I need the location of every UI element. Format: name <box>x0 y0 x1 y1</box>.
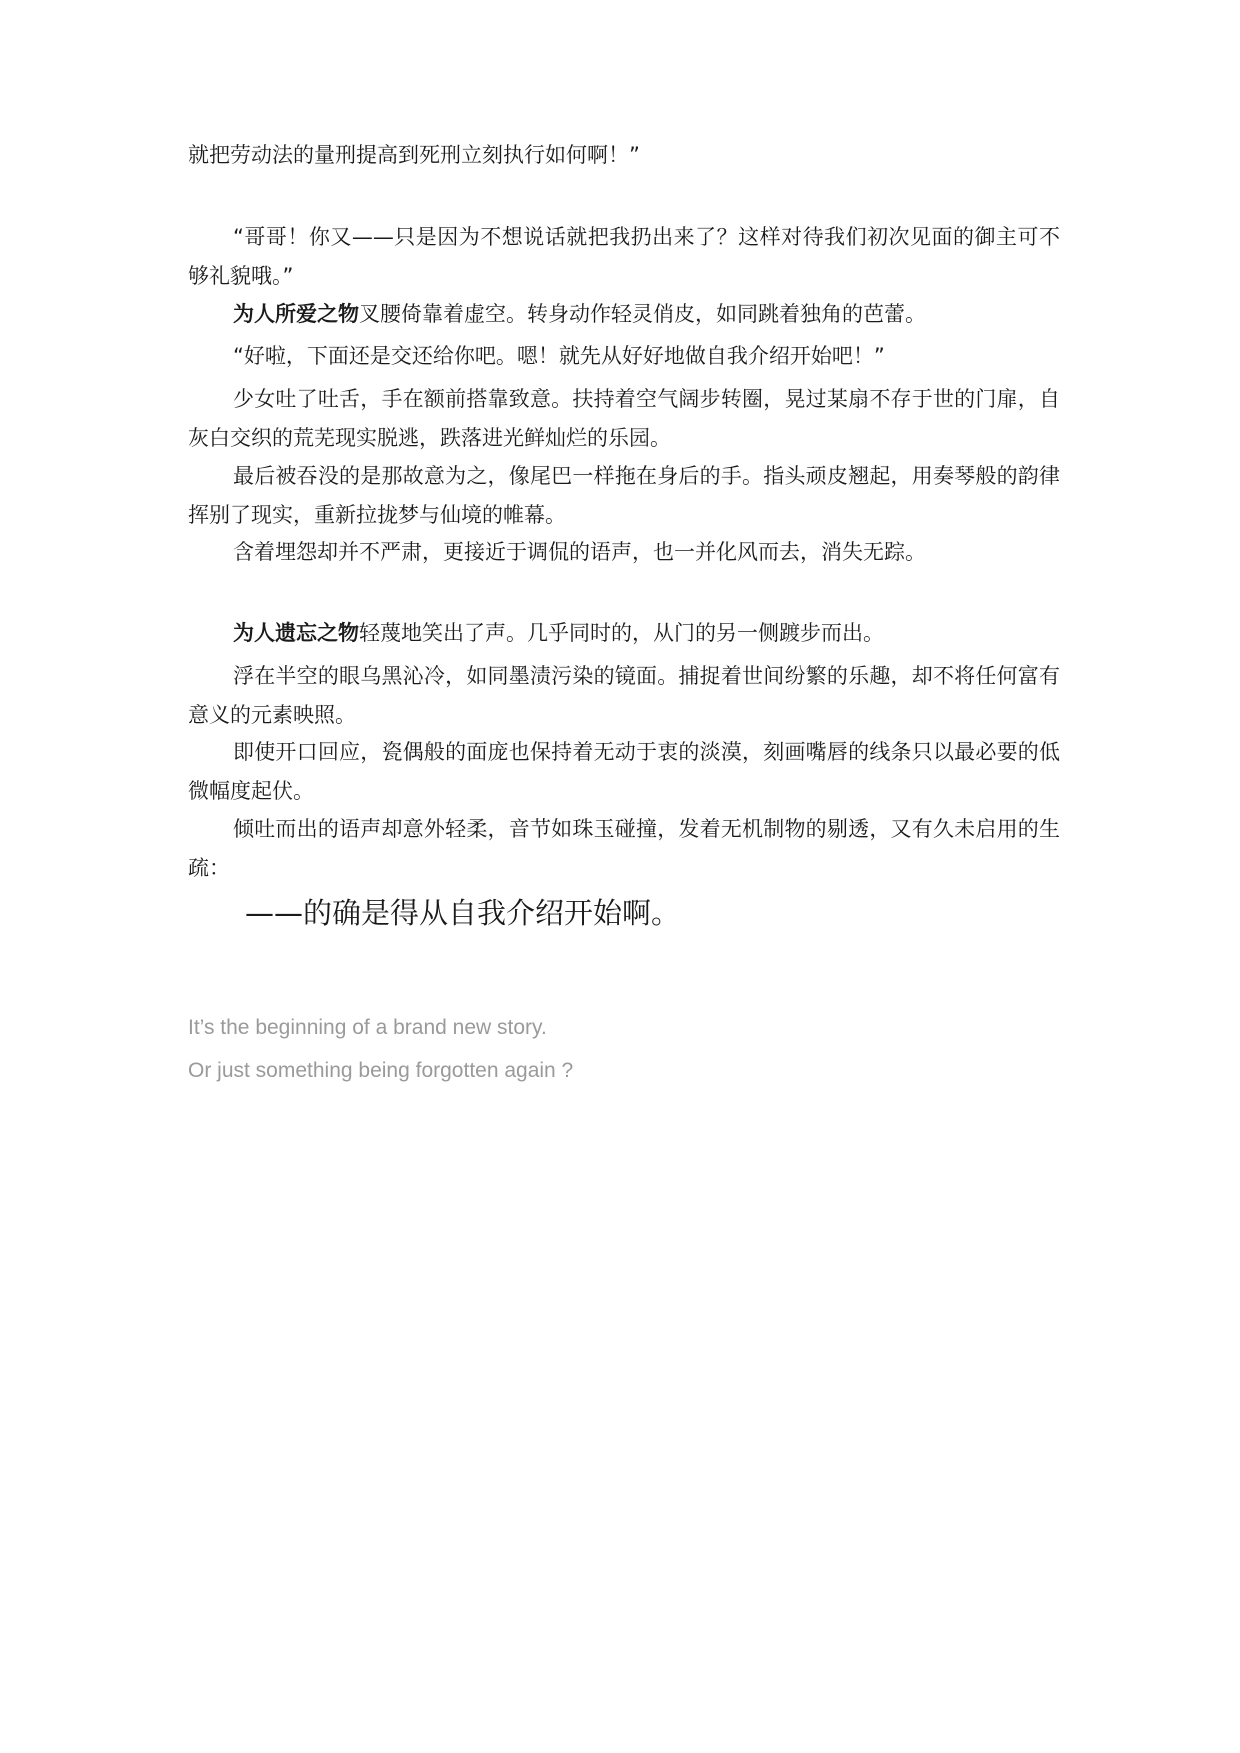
paragraph-4: 少女吐了吐舌，手在额前搭靠致意。扶持着空气阔步转圈，晃过某扇不存于世的门扉，自灰白交织的荒芜现实脱逃，跌落进光鲜灿烂的乐园。 <box>188 387 1060 450</box>
bold-name-loved: 为人所爱之物 <box>233 302 359 326</box>
paragraph-2-rest: 叉腰倚靠着虚空。转身动作轻灵俏皮，如同跳着独角的芭蕾。 <box>359 302 926 326</box>
paragraph-1: “哥哥！你又——只是因为不想说话就把我扔出来了？这样对待我们初次见面的御主可不够礼貌哦。” <box>188 225 1060 288</box>
paragraph-2 <box>188 295 1060 334</box>
paragraph-0: 就把劳动法的量刑提高到死刑立刻执行如何啊！” <box>188 143 640 167</box>
paragraph-5: 最后被吞没的是那故意为之，像尾巴一样拖在身后的手。指头顽皮翘起，用奏琴般的韵律挥别了现实，重新拉拢梦与仙境的帷幕。 <box>188 464 1060 527</box>
paragraph-7-rest: 轻蔑地笑出了声。几乎同时的，从门的另一侧踱步而出。 <box>359 621 884 645</box>
paragraph-10: 倾吐而出的语声却意外轻柔，音节如珠玉碰撞，发着无机制物的剔透，又有久未启用的生疏： <box>188 817 1060 880</box>
paragraph-7 <box>188 614 1060 653</box>
emphasis-quote: ——的确是得从自我介绍开始啊。 <box>245 896 681 930</box>
paragraph-6: 含着埋怨却并不严肃，更接近于调侃的语声，也一并化风而去，消失无踪。 <box>233 540 926 564</box>
paragraph-8: 浮在半空的眼乌黑沁冷，如同墨渍污染的镜面。捕捉着世间纷繁的乐趣，却不将任何富有意义的元素映照。 <box>188 664 1060 727</box>
english-line-1: It’s the beginning of a brand new story. <box>188 1016 547 1039</box>
bold-name-forgotten: 为人遗忘之物 <box>233 621 359 645</box>
paragraph-3: “好啦，下面还是交还给你吧。嗯！就先从好好地做自我介绍开始吧！” <box>233 344 885 368</box>
paragraph-9: 即使开口回应，瓷偶般的面庞也保持着无动于衷的淡漠，刻画嘴唇的线条只以最必要的低微幅度起伏。 <box>188 740 1060 803</box>
english-line-2: Or just something being forgotten again ? <box>188 1059 574 1082</box>
